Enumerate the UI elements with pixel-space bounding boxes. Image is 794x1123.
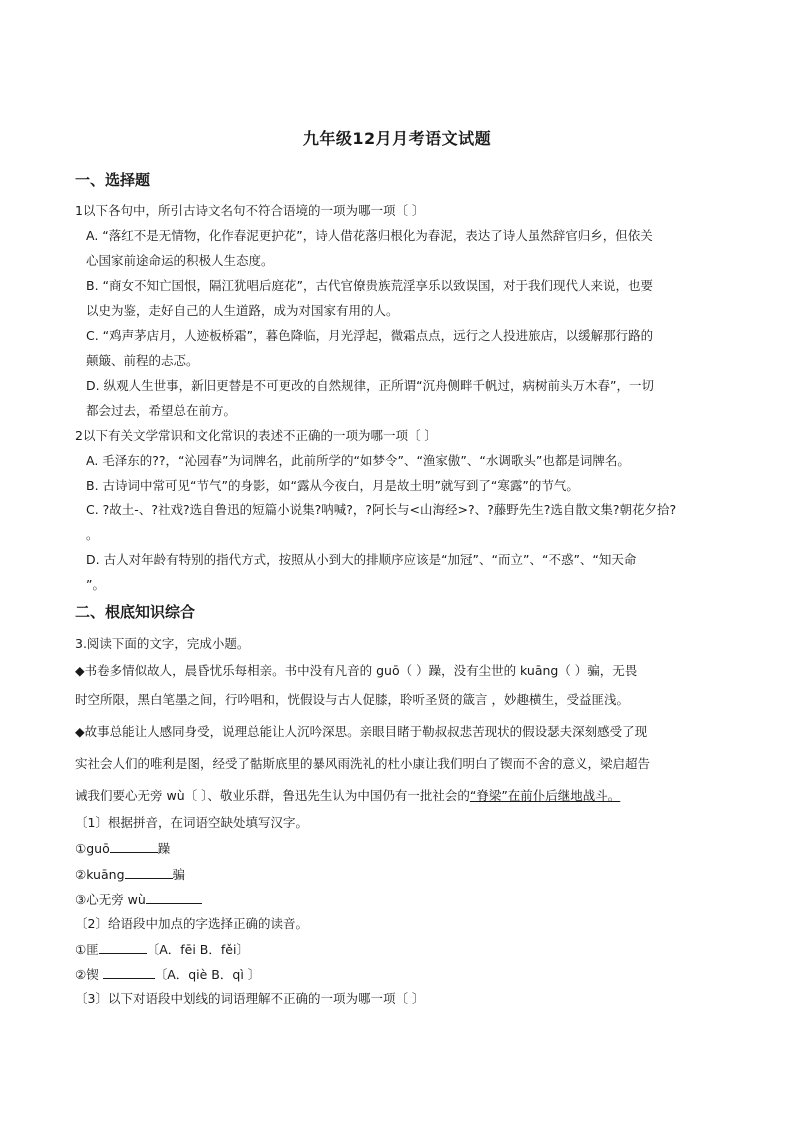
question-2-option-b: B. 古诗词中常可见“节气”的身影，如“露从今夜白，月是故土明”就写到了“寒露”的节气。	[86, 478, 579, 493]
pronunciation-item-1-choices: 〔A．fēi B．fěi〕	[146, 942, 249, 957]
question-2-option-d-line2: ”。	[86, 577, 105, 592]
question-1-option-b-line2: 以史为鉴，走好自己的人生道路，成为对国家有用的人。	[86, 303, 399, 318]
passage-2-line3-text: 诫我们要心无旁 wù〔 〕、敬业乐群，鲁迅先生认为中国仍有一批社会的	[75, 788, 470, 803]
question-1-option-b-line1: B. “商女不知亡国恨，隔江犹唱后庭花”，古代官僚贵族荒淫享乐以致误国，对于我们现代人来说，也要	[86, 278, 653, 293]
answer-blank-3[interactable]	[146, 891, 202, 904]
fill-item-1-label: ①guō	[75, 841, 110, 856]
question-1-option-d-line1: D. 纵观人生世事，新旧更替是不可更改的自然规律，正所谓“沉舟侧畔千帆过，病树前头万木春”，一切	[86, 378, 655, 393]
fill-item-2-label: ②kuāng	[75, 867, 125, 882]
pronunciation-item-1	[75, 941, 249, 958]
subquestion-3-prompt: 〔3〕以下对语段中划线的词语理解不正确的一项为哪一项〔 〕	[75, 991, 425, 1006]
subquestion-2-prompt: 〔2〕给语段中加点的字选择正确的读音。	[75, 916, 308, 931]
passage-2-line1: ◆故事总能让人感同身受，说理总能让人沉吟深思。亲眼目睹于勒叔叔悲苦现状的假设瑟夫深刻感受了现	[75, 724, 648, 739]
question-1-option-a-line2: 心国家前途命运的积极人生态度。	[86, 253, 274, 268]
section-heading-choice: 一、选择题	[75, 171, 151, 189]
question-2-option-c-line2: 。	[86, 527, 99, 542]
question-1-option-c-line1: C. “鸡声茅店月，人迹板桥霜”，暮色降临，月光浮起，微霜点点，远行之人投进旅店，以缓解那行路的	[86, 328, 654, 343]
question-3-stem: 3.阅读下面的文字，完成小题。	[75, 636, 250, 651]
question-2-option-c-line1: C. ?故土-、?社戏?选自鲁迅的短篇小说集?呐喊?，?阿长与<山海经>?、?藤野先生?选自散文集?朝花夕拾?	[86, 502, 677, 517]
question-1-option-a-line1: A. “落红不是无情物，化作春泥更护花”，诗人借花落归根化为春泥，表达了诗人虽然辞官归乡，但依关	[86, 228, 653, 243]
question-2-stem: 2以下有关文学常识和文化常识的表述不正确的一项为哪一项〔 〕	[75, 428, 437, 443]
fill-item-1	[75, 840, 170, 857]
passage-2-line3	[75, 788, 620, 804]
question-1-option-c-line2: 颠簸、前程的忐忑。	[86, 353, 199, 368]
question-1-stem: 1以下各句中，所引古诗文名句不符合语境的一项为哪一项〔 〕	[75, 203, 425, 218]
pronunciation-item-2	[75, 966, 260, 983]
answer-blank-1[interactable]	[110, 840, 158, 853]
pronunciation-item-2-choices: 〔A．qiè B．qì 〕	[154, 967, 261, 982]
fill-item-1-suffix: 躁	[157, 841, 171, 856]
fill-item-3-label: ③心无旁 wù	[75, 892, 146, 907]
passage-1-line2: 时空所限，黑白笔墨之间，行吟唱和，恍假设与古人促膝，聆听圣贤的箴言 ，妙趣横生，受益匪浅。	[75, 692, 629, 707]
fill-item-3	[75, 891, 202, 908]
passage-2-line2: 实社会人们的唯利是图，经受了骷斯底里的暴风雨洗礼的杜小康让我们明白了锲而不舍的意义，梁启超告	[75, 756, 651, 771]
answer-blank-2[interactable]	[125, 866, 173, 879]
subquestion-1-prompt: 〔1〕根据拼音，在词语空缺处填写汉字。	[75, 815, 308, 830]
passage-1-line1: ◆书卷多情似故人，晨昏忧乐每相亲。书中没有凡音的 guō（ ）躁，没有尘世的 kuāng（ ）骗，无畏	[75, 663, 638, 678]
question-1-option-d-line2: 都会过去，希望总在前方。	[86, 403, 237, 418]
section-heading-basics: 二、根底知识综合	[75, 603, 196, 621]
page-title: 九年级12月月考语文试题	[302, 129, 492, 148]
fill-item-2-suffix: 骗	[172, 867, 186, 882]
pronunciation-item-2-label: ②锲	[75, 967, 103, 982]
answer-blank-4[interactable]	[99, 941, 147, 954]
answer-blank-5[interactable]	[103, 966, 155, 979]
pronunciation-item-1-label: ①匪	[75, 942, 99, 957]
question-2-option-d-line1: D. 古人对年龄有特别的指代方式，按照从小到大的排顺序应该是“加冠”、“而立”、“不惑”、“知天命	[86, 552, 637, 567]
underlined-phrase: “脊梁”在前仆后继地战斗。	[469, 788, 621, 803]
question-2-option-a: A. 毛泽东的??，“沁园春”为词牌名，此前所学的“如梦令”、“渔家傲”、“水调歌头”也都是词牌名。	[86, 453, 630, 468]
fill-item-2	[75, 866, 185, 883]
